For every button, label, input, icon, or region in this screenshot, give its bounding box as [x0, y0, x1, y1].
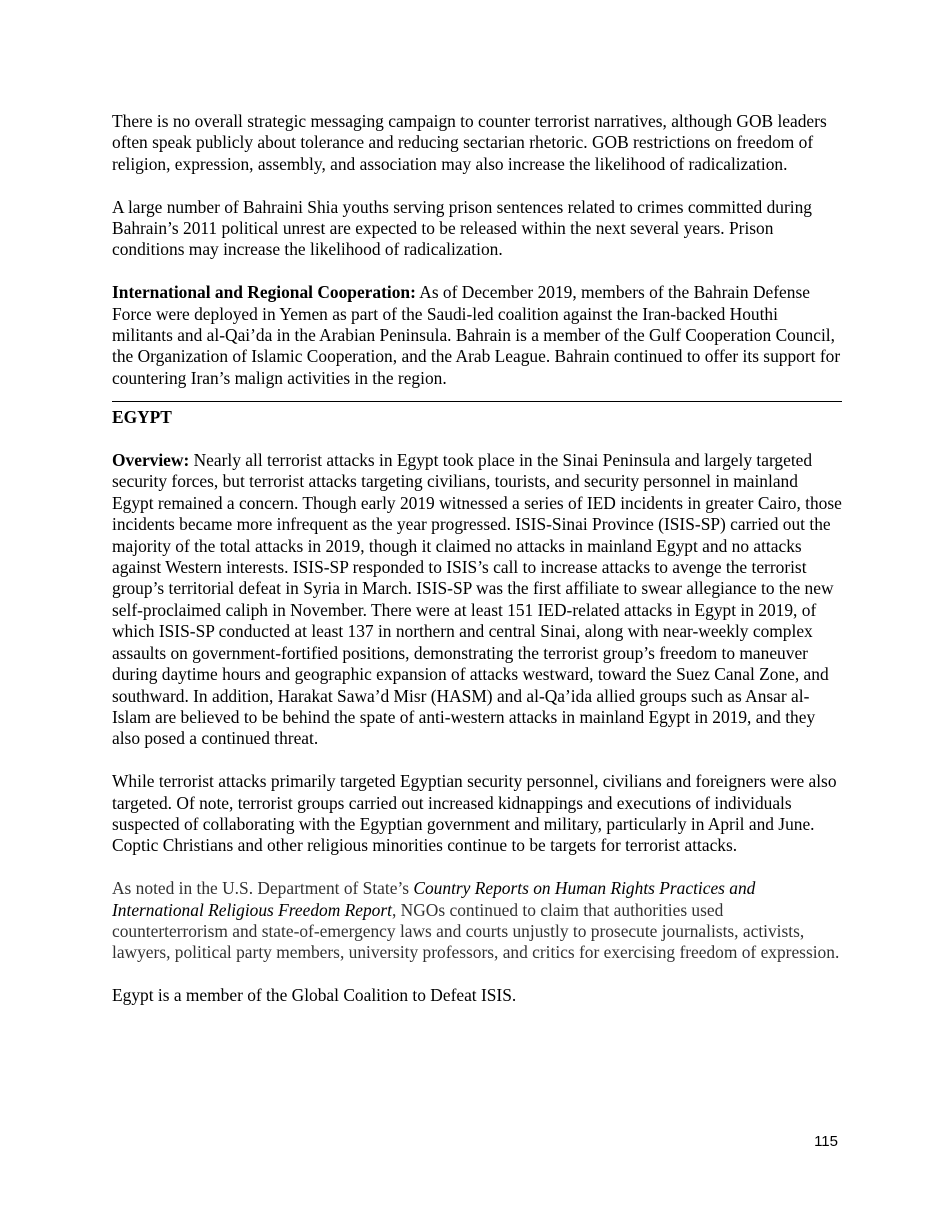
- human-rights-suffix: , NGOs continued to claim that authorities used counterterrorism and state-of-emergency laws and courts unjustly to prosecute journalists, activists, lawyers, political party members, university professors, and critics for exercising freedom of expression.: [112, 899, 840, 963]
- paragraph-international-cooperation: [112, 282, 842, 389]
- document-body: [112, 111, 842, 1028]
- cooperation-text: As of December 2019, members of the Bahrain Defense Force were deployed in Yemen as part of the Saudi-led coalition against the Iran-backed Houthi militants and al-Qai’da in the Arabian Peninsula. Bahrain is a member of the Gulf Cooperation Council, the Organization of Islamic Cooperation, and the Arab League. Bahrain continued to offer its support for countering Iran’s malign activities in the region.: [112, 282, 841, 388]
- paragraph-prison-release: A large number of Bahraini Shia youths serving prison sentences related to crimes committed during Bahrain’s 2011 political unrest are expected to be released within the next several years. Prison conditions may increase the likelihood of radicalization.: [112, 196, 812, 260]
- paragraph-targets: While terrorist attacks primarily targeted Egyptian security personnel, civilians and foreigners were also targeted. Of note, terrorist groups carried out increased kidnappings and executions of individuals suspected of collaborating with the Egyptian government and military, particularly in April and June. Coptic Christians and other religious minorities continue to be targets for terrorist attacks.: [112, 771, 837, 856]
- overview-label: Overview:: [112, 450, 190, 471]
- human-rights-prefix: As noted in the U.S. Department of State’s: [112, 878, 414, 899]
- paragraph-overview: [112, 450, 842, 750]
- section-divider: [112, 401, 842, 402]
- overview-text: Nearly all terrorist attacks in Egypt took place in the Sinai Peninsula and largely targeted security forces, but terrorist attacks targeting civilians, tourists, and security personnel in mainland Egypt remained a concern. Though early 2019 witnessed a series of IED incidents in greater Cairo, those incidents became more infrequent as the year progressed. ISIS-Sinai Province (ISIS-SP) carried out the majority of the total attacks in 2019, though it claimed no attacks in mainland Egypt and no attacks against Western interests. ISIS-SP responded to ISIS’s call to increase attacks to avenge the terrorist group’s territorial defeat in Syria in March. ISIS-SP was the first affiliate to swear allegiance to the new self-proclaimed caliph in November. There were at least 151 IED-related attacks in Egypt in 2019, of which ISIS-SP conducted at least 137 in northern and central Sinai, along with near-weekly complex assaults on government-fortified positions, demonstrating the terrorist group’s freedom to maneuver during daytime hours and geographic expansion of attacks westward, toward the Suez Canal Zone, and southward. In addition, Harakat Sawa’d Misr (HASM) and al-Qa’ida allied groups such as Ansar al-Islam are believed to be behind the spate of anti-western attacks in mainland Egypt in 2019, and they also posed a continued threat.: [112, 450, 842, 749]
- paragraph-messaging: There is no overall strategic messaging campaign to counter terrorist narratives, although GOB leaders often speak publicly about tolerance and reducing sectarian rhetoric. GOB restrictions on freedom of religion, expression, assembly, and association may also increase the likelihood of radicalization.: [112, 111, 827, 174]
- section-heading-egypt: EGYPT: [112, 407, 172, 428]
- report-title: Country Reports on Human Rights Practices and International Religious Freedom Report: [112, 878, 756, 920]
- cooperation-label: International and Regional Cooperation:: [112, 282, 416, 303]
- page-number: 115: [814, 1133, 838, 1150]
- paragraph-coalition: Egypt is a member of the Global Coalition to Defeat ISIS.: [112, 985, 517, 1006]
- paragraph-human-rights: [112, 878, 842, 964]
